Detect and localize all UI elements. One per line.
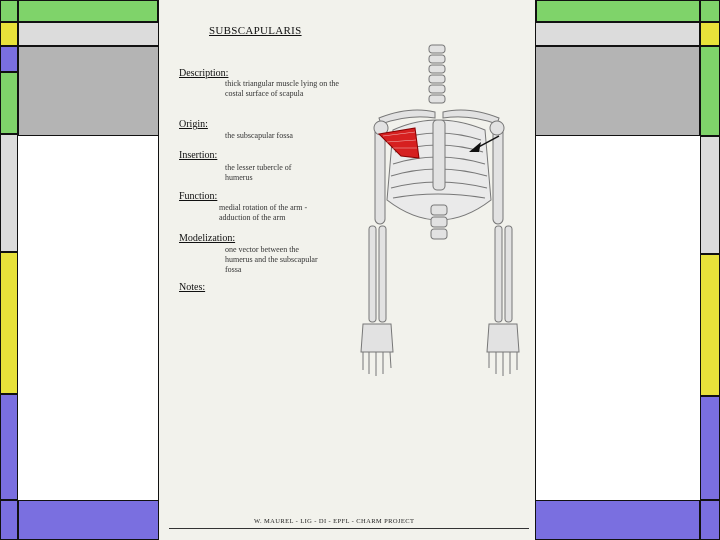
deco-tile [0,22,18,46]
deco-tile [0,394,18,500]
section-heading-modelization: Modelization: [179,233,236,244]
section-text-description: thick triangular muscle lying on the costal surface of scapula [225,79,339,98]
document-sheet [158,0,536,540]
deco-tile [700,136,720,254]
deco-band [536,0,700,22]
deco-tile [700,46,720,136]
document-title: SUBSCAPULARIS [209,25,302,37]
deco-tile [0,46,18,72]
section-heading-notes: Notes: [179,282,206,293]
deco-tile [0,72,18,134]
section-text-origin: the subscapular fossa [225,131,293,140]
deco-tile [700,254,720,396]
section-heading-function: Function: [179,191,218,202]
section-heading-insertion: Insertion: [179,150,218,161]
deco-tile [700,396,720,500]
deco-band [18,0,158,22]
skeleton-illustration-icon [349,40,529,380]
section-text-insertion: the lesser tubercle of humerus [225,163,292,182]
deco-tile [700,500,720,540]
section-text-function: medial rotation of the arm - adduction of the arm [219,203,308,222]
deco-tile [700,22,720,46]
section-heading-origin: Origin: [179,119,208,130]
section-text-modelization: one vector between the humerus and the subscapular fossa [225,245,318,274]
deco-tile [0,134,18,252]
deco-tile [0,0,18,22]
footer-rule [169,528,529,529]
section-heading-description: Description: [179,68,229,79]
deco-tile [0,252,18,394]
deco-tile [700,0,720,22]
deco-tile [0,500,18,540]
document-footer: W. MAUREL - LIG - DI - EPFL - CHARM PROJECT [254,518,415,525]
